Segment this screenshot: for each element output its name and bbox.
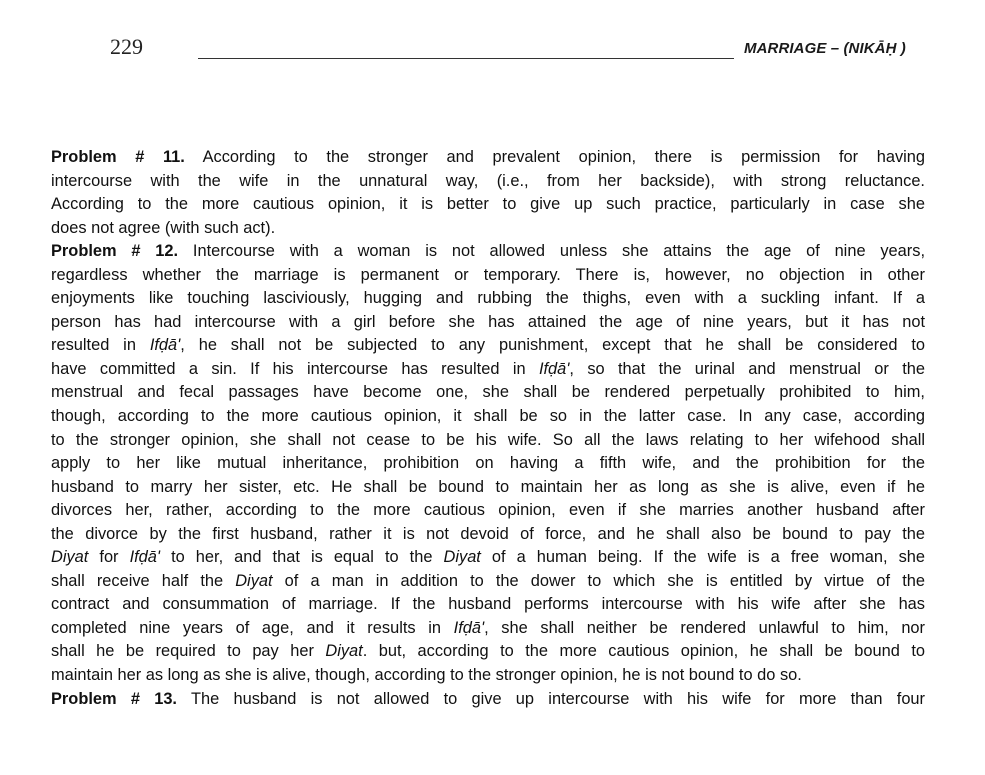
problem-label: Problem # 11. [51,148,185,166]
text-line: Problem # 12. Intercourse with a woman is not allowed unless she attains the age of nine years, [51,242,925,261]
text-line: menstrual and fecal passages have become one, she shall be rendered perpetually prohibited to him, [51,383,925,402]
text-line: Problem # 13. The husband is not allowed to give up intercourse with his wife for more than four [51,689,926,708]
italic-term: Ifḍā' [149,336,181,355]
text-line: the divorce by the first husband, rather it is not devoid of force, and he shall also be bound to pay the [51,524,925,543]
text-line: divorces her, rather, according to the more cautious opinion, even if she marries another husband after [51,501,925,520]
text-line: have committed a sin. If his intercourse has resulted in Ifḍā', so that the urinal and menstrual or the [51,359,925,378]
chapter-title: MARRIAGE – (NIKĀḤ ) [744,40,906,57]
text-line: enjoyments like touching lasciviously, hugging and rubbing the thighs, even with a suckling infant. If a [51,289,925,308]
text-line: does not agree (with such act). [51,218,276,237]
italic-term: Diyat [51,548,89,567]
text-line: maintain her as long as she is alive, though, according to the stronger opinion, he is not bound to do so. [51,666,802,685]
text-line: shall he be required to pay her Diyat. but, according to the more cautious opinion, he shall be bound to [51,642,925,661]
text-line: Problem # 11. According to the stronger and prevalent opinion, there is permission for having [51,148,926,166]
page-number: 229 [110,34,143,59]
problem-label: Problem # 13. [51,689,177,708]
text-line: According to the more cautious opinion, it is better to give up such practice, particularly in case she [51,195,925,214]
page-header [0,0,985,60]
italic-term: Ifḍā' [453,618,485,637]
header-rule [198,58,734,59]
text-line: though, according to the more cautious opinion, it shall be so in the latter case. In any case, according [51,407,925,426]
italic-term: Diyat [325,642,363,661]
text-line: shall receive half the Diyat of a man in addition to the dower to which she is entitled by virtue of the [51,571,925,590]
page-body [51,146,925,711]
italic-term: Diyat [235,571,273,590]
text-line: apply to her like mutual inheritance, prohibition on having a fifth wife, and the prohibition for the [51,454,925,473]
italic-term: Ifḍā' [129,548,161,567]
text-line: contract and consummation of marriage. If the husband performs intercourse with his wife after she has [51,595,925,614]
text-line: resulted in Ifḍā', he shall not be subjected to any punishment, except that he shall be considered to [51,336,925,355]
text-line: Diyat for Ifḍā' to her, and that is equal to the Diyat of a human being. If the wife is a free woman, she [51,548,925,567]
italic-term: Diyat [443,548,481,567]
text-line: completed nine years of age, and it results in Ifḍā', she shall neither be rendered unlawful to him, nor [51,618,926,637]
text-line: person has had intercourse with a girl before she has attained the age of nine years, but it has not [51,312,925,331]
problem-label: Problem # 12. [51,242,179,261]
text-line: intercourse with the wife in the unnatural way, (i.e., from her backside), with strong reluctance. [51,171,925,190]
italic-term: Ifḍā' [538,359,570,378]
text-line: husband to marry her sister, etc. He shall be bound to maintain her as long as she is alive, even if he [51,477,925,496]
text-line: to the stronger opinion, she shall not cease to be his wife. So all the laws relating to her wifehood shall [51,430,925,449]
text-line: regardless whether the marriage is permanent or temporary. There is, however, no objection in other [51,265,925,284]
